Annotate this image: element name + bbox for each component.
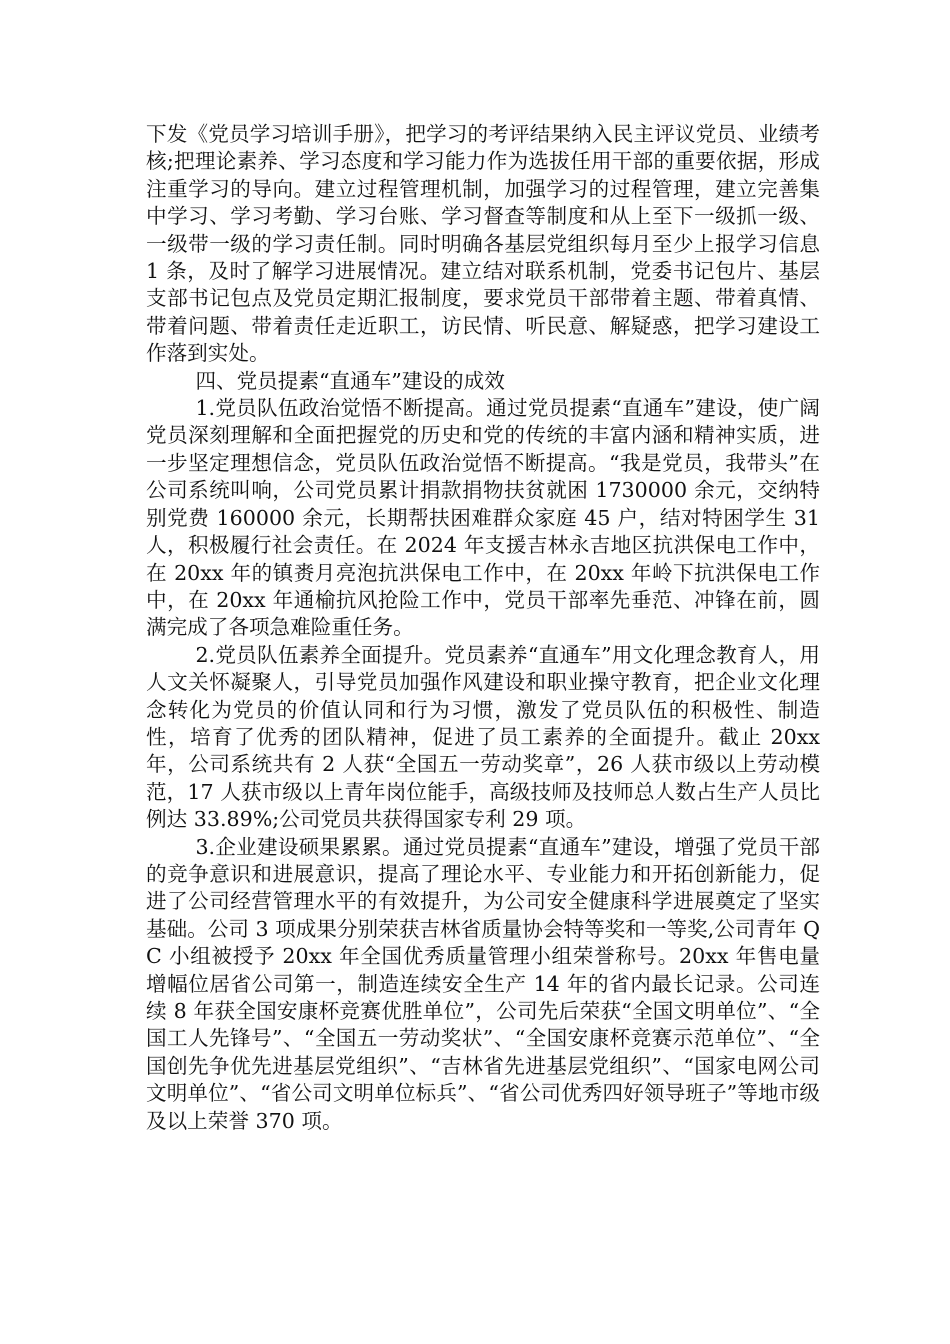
document-body	[146, 121, 820, 1135]
paragraph-enterprise-achievements: 3.企业建设硕果累累。通过党员提素“直通车”建设，增强了党员干部的竞争意识和进展意识，提高了理论水平、专业能力和开拓创新能力，促进了公司经营管理水平的有效提升，为公司安全健康科学进展奠定了坚实基础。公司 3 项成果分别荣获吉林省质量协会特等奖和一等奖,公司青年 QC 小组被授予 20xx 年全国优秀质量管理小组荣誉称号。20xx 年售电量增幅位居省公司第一，制造连续安全生产 14 年的省内最长记录。公司连续 8 年获全国安康杯竞赛优胜单位”，公司先后荣获“全国文明单位”、“全国工人先锋号”、“全国五一劳动奖状”、“全国安康杯竞赛示范单位”、“全国创先争优先进基层党组织”、“吉林省先进基层党组织”、“国家电网公司文明单位”、“省公司文明单位标兵”、“省公司优秀四好领导班子”等地市级及以上荣誉 370 项。	[146, 834, 820, 1133]
paragraph-quality-improvement: 2.党员队伍素养全面提升。党员素养“直通车”用文化理念教育人，用人文关怀凝聚人，引导党员加强作风建设和职业操守教育，把企业文化理念转化为党员的价值认同和行为习惯，激发了党员队伍的积极性、制造性，培育了优秀的团队精神，促进了员工素养的全面提升。截止 20xx 年，公司系统共有 2 人获“全国五一劳动奖章”，26 人获市级以上劳动模范，17 人获市级以上青年岗位能手，高级技师及技师总人数占生产人员比例达 33.89%;公司党员共获得国家专利 29 项。	[146, 642, 820, 832]
paragraph-study-mechanism: 下发《党员学习培训手册》，把学习的考评结果纳入民主评议党员、业绩考核;把理论素养、学习态度和学习能力作为选拔任用干部的重要依据，形成注重学习的导向。建立过程管理机制，加强学习的过程管理，建立完善集中学习、学习考勤、学习台账、学习督查等制度和从上至下一级抓一级、一级带一级的学习责任制。同时明确各基层党组织每月至少上报学习信息 1 条，及时了解学习进展情况。建立结对联系机制，党委书记包片、基层支部书记包点及党员定期汇报制度，要求党员干部带着主题、带着真情、带着问题、带着责任走近职工，访民情、听民意、解疑惑，把学习建设工作落到实处。	[146, 122, 820, 366]
paragraph-political-awareness: 1.党员队伍政治觉悟不断提高。通过党员提素“直通车”建设，使广阔党员深刻理解和全面把握党的历史和党的传统的丰富内涵和精神实质，进一步坚定理想信念，党员队伍政治觉悟不断提高。“我是党员，我带头”在公司系统叫响，公司党员累计捐款捐物扶贫就困 1730000 余元，交纳特别党费 160000 余元，长期帮扶困难群众家庭 45 户，结对特困学生 31 人，积极履行社会责任。在 2024 年支援吉林永吉地区抗洪保电工作中，在 20xx 年的镇赉月亮泡抗洪保电工作中，在 20xx 年岭下抗洪保电工作中，在 20xx 年通榆抗风抢险工作中，党员干部率先垂范、冲锋在前，圆满完成了各项急难险重任务。	[146, 396, 820, 640]
section-heading-results: 四、党员提素“直通车”建设的成效	[195, 368, 505, 393]
